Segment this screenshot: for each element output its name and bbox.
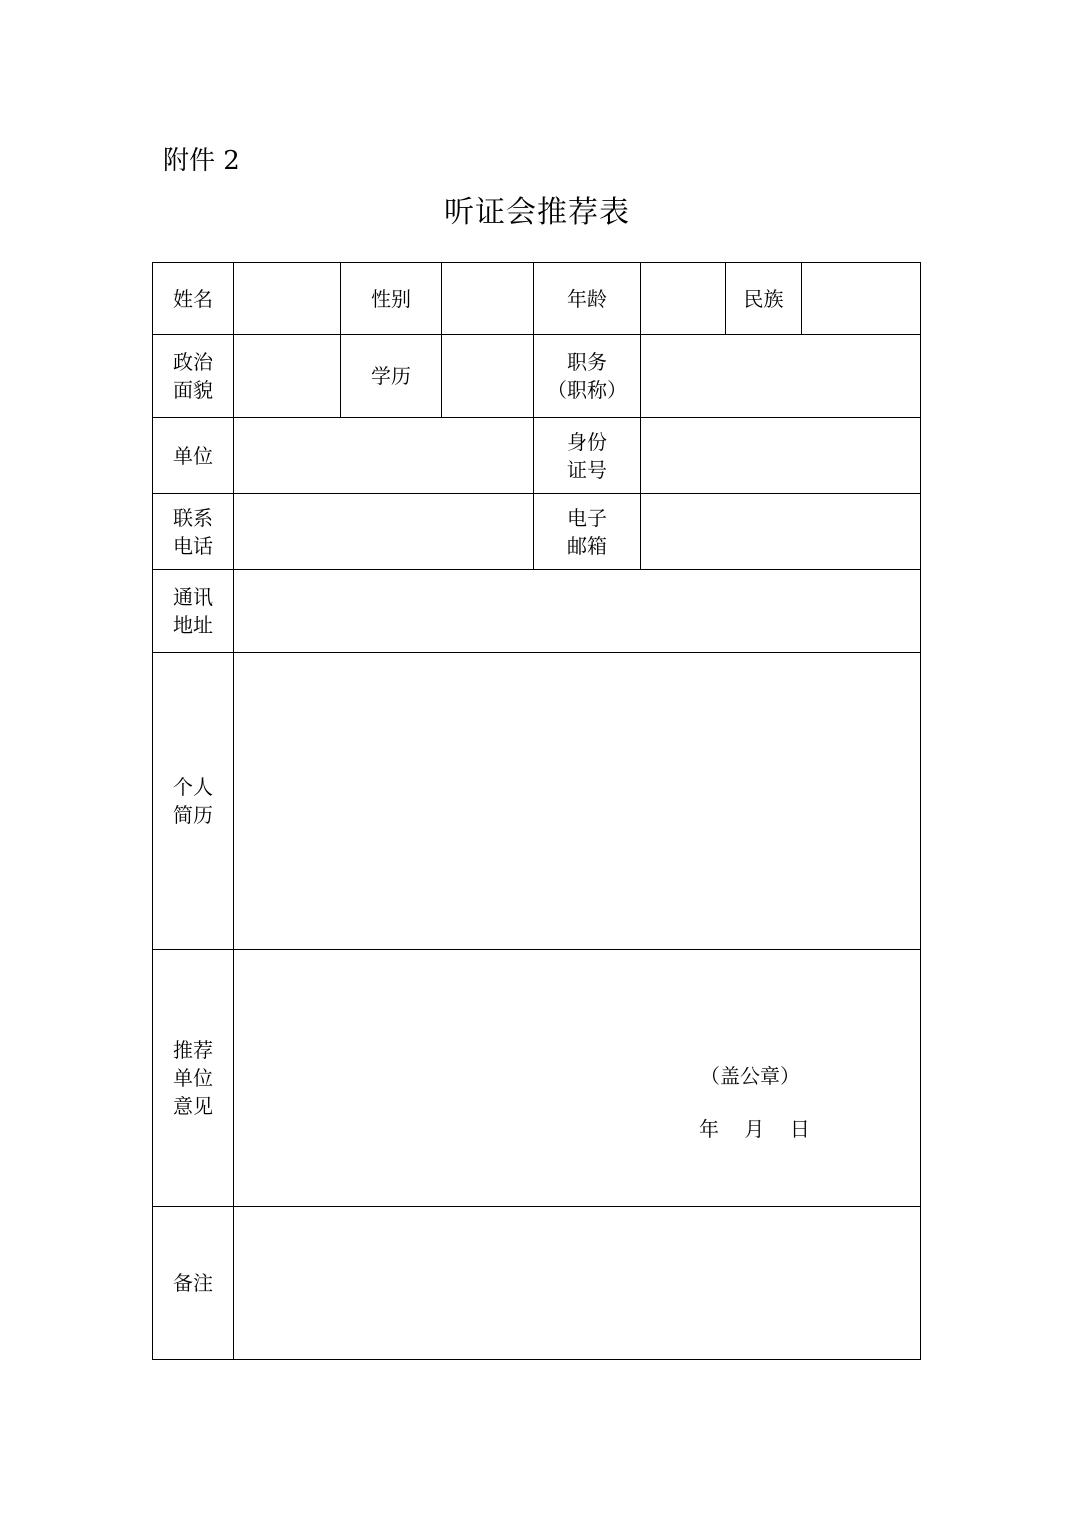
employer-label: 单位 [153, 418, 234, 494]
email-label-line: 邮箱 [567, 533, 607, 558]
ethnicity-field[interactable] [802, 263, 921, 335]
seal-text: （盖公章） [700, 1064, 800, 1088]
position-label-line: 职务 [567, 350, 607, 374]
recommendation-form-table [152, 262, 921, 1360]
recommender-opinion-label-line: 单位 [173, 1066, 213, 1090]
recommender-opinion-field[interactable] [234, 950, 921, 1207]
id-number-label-line: 身份 [567, 429, 607, 454]
age-label: 年龄 [534, 263, 641, 335]
form-row-recommender-opinion [153, 950, 921, 1207]
address-label-line: 通讯 [173, 585, 213, 609]
name-label: 姓名 [153, 263, 234, 335]
phone-label-line: 电话 [173, 533, 213, 558]
position-field[interactable] [641, 335, 921, 418]
id-number-field[interactable] [641, 418, 921, 494]
resume-label [153, 653, 234, 950]
education-label: 学历 [341, 335, 442, 418]
id-number-label-line: 证号 [567, 457, 607, 482]
remarks-label: 备注 [153, 1207, 234, 1360]
recommender-opinion-label-line: 推荐 [173, 1038, 213, 1062]
email-label-line: 电子 [567, 505, 607, 530]
position-label-line: （职称） [547, 378, 627, 402]
political-status-label-line: 政治 [173, 350, 213, 374]
age-field[interactable] [641, 263, 726, 335]
name-field[interactable] [234, 263, 341, 335]
gender-label: 性别 [341, 263, 442, 335]
phone-label [153, 494, 234, 570]
address-field[interactable] [234, 570, 921, 653]
education-field[interactable] [442, 335, 534, 418]
phone-label-line: 联系 [173, 505, 213, 530]
email-field[interactable] [641, 494, 921, 570]
recommender-opinion-label [153, 950, 234, 1207]
resume-field[interactable] [234, 653, 921, 950]
form-row-status [153, 335, 921, 418]
political-status-field[interactable] [234, 335, 341, 418]
position-label [534, 335, 641, 418]
email-label [534, 494, 641, 570]
page-title: 听证会推荐表 [444, 195, 630, 230]
form-row-remarks [153, 1207, 921, 1360]
form-row-resume [153, 653, 921, 950]
address-label [153, 570, 234, 653]
form-row-employer [153, 418, 921, 494]
attachment-label: 附件 2 [163, 146, 240, 176]
resume-label-line: 简历 [173, 803, 213, 827]
resume-label-line: 个人 [173, 775, 213, 799]
employer-field[interactable] [234, 418, 534, 494]
ethnicity-label: 民族 [726, 263, 802, 335]
remarks-field[interactable] [234, 1207, 921, 1360]
recommender-opinion-label-line: 意见 [173, 1094, 213, 1118]
gender-field[interactable] [442, 263, 534, 335]
form-row-contact [153, 494, 921, 570]
address-label-line: 地址 [173, 613, 213, 637]
date-line: 年 月 日 [699, 1117, 810, 1141]
form-row-basic-info [153, 263, 921, 335]
id-number-label [534, 418, 641, 494]
political-status-label [153, 335, 234, 418]
phone-field[interactable] [234, 494, 534, 570]
political-status-label-line: 面貌 [173, 378, 213, 402]
form-row-address [153, 570, 921, 653]
